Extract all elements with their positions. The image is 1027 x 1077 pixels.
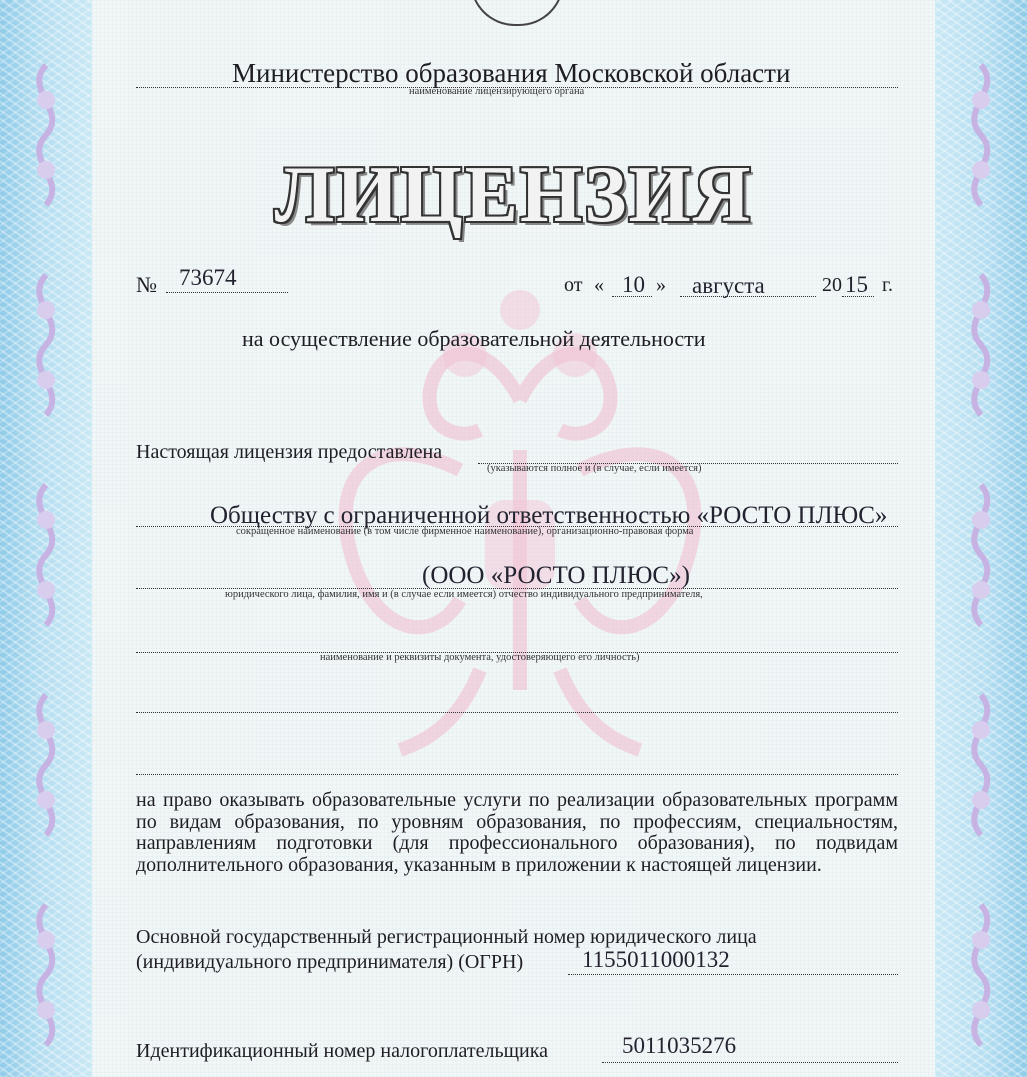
ornament-icon <box>953 270 1009 420</box>
number-underline <box>166 292 288 293</box>
authority-caption: наименование лицензирующего органа <box>409 86 585 97</box>
organization-full-name: Обществу с ограниченной ответственностью «РОСТО ПЛЮС» <box>210 502 888 529</box>
ornament-icon <box>953 900 1009 1050</box>
ornament-icon <box>953 480 1009 630</box>
year-underline <box>842 296 874 297</box>
date-open-quote: « <box>594 274 604 296</box>
granted-caption-4: наименование и реквизиты документа, удостоверяющего его личность) <box>320 652 640 663</box>
number-sign: № <box>136 272 157 297</box>
ogrn-label-line-1: Основной государственный регистрационный номер юридического лица <box>136 926 757 948</box>
blank-line-2 <box>136 712 898 713</box>
date-year-mark: г. <box>882 274 893 296</box>
ornament-icon <box>953 690 1009 840</box>
date-day: 10 <box>622 272 645 297</box>
activity-line: на осуществление образовательной деятельности <box>242 326 706 351</box>
ornament-icon <box>18 270 74 420</box>
month-underline <box>680 296 816 297</box>
rights-paragraph: на право оказывать образовательные услуги по реализации образовательных программ по видам образования, по уровням образования, по профессиям, специальностям, направлениям подготовки (для профессионального образования), по подвидам дополнительного образования, указанным в приложении к настоящей лицензии. <box>136 789 898 876</box>
granted-caption-1: (указываются полное и (в случае, если имеется) <box>487 463 702 474</box>
ogrn-value: 1155011000132 <box>582 947 730 972</box>
inn-underline <box>602 1062 898 1063</box>
granted-caption-3: юридического лица, фамилия, имя и (в случае если имеется) отчество индивидуального предпринимателя, <box>225 589 703 600</box>
date-year-suffix: 15 <box>845 272 868 297</box>
date-month: августа <box>692 273 765 298</box>
license-number: 73674 <box>179 265 237 290</box>
ogrn-underline <box>568 974 898 975</box>
licensing-authority-name: Министерство образования Московской области <box>232 58 791 88</box>
inn-label: Идентификационный номер налогоплательщика <box>136 1040 549 1062</box>
day-underline <box>612 296 652 297</box>
date-close-quote: » <box>656 274 666 296</box>
ogrn-label-line-2: (индивидуального предпринимателя) (ОГРН) <box>136 951 524 973</box>
inn-value: 5011035276 <box>622 1033 737 1058</box>
date-prefix: от <box>564 274 583 296</box>
granted-caption-2: сокращенное наименование (в том числе фирменное наименование), организационно-правовая форма <box>236 526 694 537</box>
date-year-prefix: 20 <box>822 274 842 296</box>
organization-short-name: (ООО «РОСТО ПЛЮС») <box>422 562 690 589</box>
ornament-icon <box>18 480 74 630</box>
document-title: ЛИЦЕНЗИЯ <box>274 151 753 239</box>
ornament-icon <box>18 690 74 840</box>
granted-label: Настоящая лицензия предоставлена <box>136 441 443 463</box>
blank-line-3 <box>136 774 898 775</box>
ornament-icon <box>18 900 74 1050</box>
